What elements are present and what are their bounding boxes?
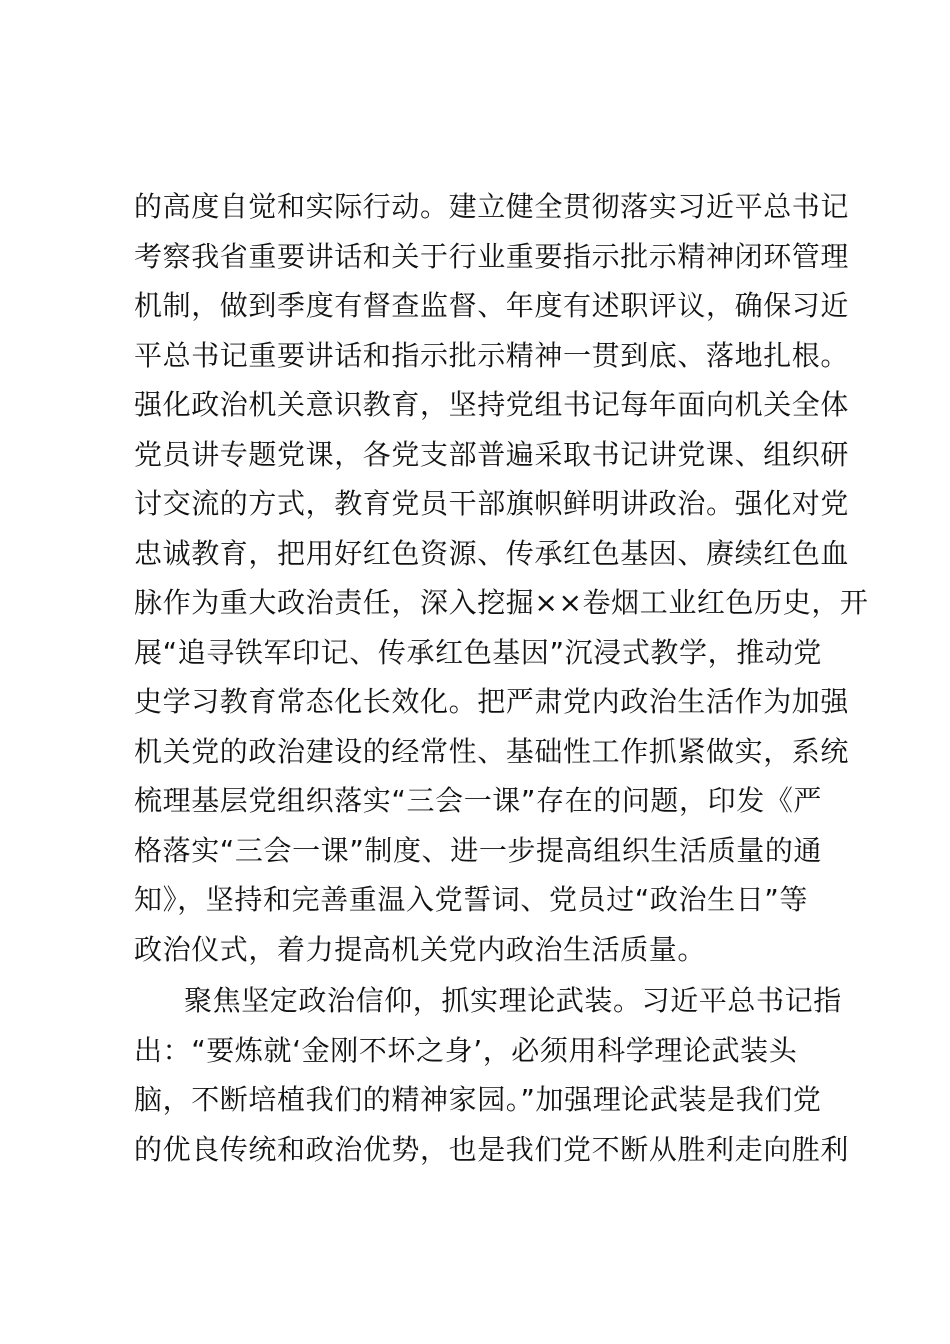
text-line: 格落实“三会一课”制度、进一步提高组织生活质量的通: [134, 833, 823, 867]
text-line: 出：“要炼就‘金刚不坏之身’，必须用科学理论武装头: [134, 1033, 798, 1067]
document-body: [134, 182, 869, 1174]
text-line: 机制，做到季度有督查监督、年度有述职评议，确保习近: [134, 289, 850, 322]
text-line: 忠诚教育，把用好红色资源、传承红色基因、赓续红色血: [134, 536, 850, 570]
text-line: 的高度自觉和实际行动。建立健全贯彻落实习近平总书记: [134, 190, 850, 223]
text-line: 知》，坚持和完善重温入党誓词、党员过“政治生日”等: [134, 883, 809, 916]
paragraph-1: [134, 182, 869, 974]
text-line: 机关党的政治建设的经常性、基础性工作抓紧做实，系统: [134, 734, 850, 768]
text-line: 展“追寻铁军印记、传承红色基因”沉浸式教学，推动党: [134, 635, 823, 669]
text-line: 史学习教育常态化长效化。把严肃党内政治生活作为加强: [134, 685, 850, 718]
text-line: 强化政治机关意识教育，坚持党组书记每年面向机关全体: [134, 388, 850, 421]
text-line: 党员讲专题党课，各党支部普遍采取书记讲党课、组织研: [134, 437, 850, 471]
text-line: 脑，不断培植我们的精神家园。”加强理论武装是我们党: [134, 1083, 822, 1116]
text-line: 政治仪式，着力提高机关党内政治生活质量。: [134, 932, 707, 966]
paragraph-2: [134, 976, 850, 1174]
text-line: 聚焦坚定政治信仰，抓实理论武装。习近平总书记指: [184, 984, 842, 1017]
text-line: 梳理基层党组织落实“三会一课”存在的问题，印发《严: [134, 784, 823, 817]
text-line: 脉作为重大政治责任，深入挖掘××卷烟工业红色历史，开: [134, 586, 869, 619]
text-line: 平总书记重要讲话和指示批示精神一贯到底、落地扎根。: [134, 338, 850, 372]
text-line: 讨交流的方式，教育党员干部旗帜鲜明讲政治。强化对党: [134, 487, 850, 520]
text-line: 考察我省重要讲话和关于行业重要指示批示精神闭环管理: [134, 239, 850, 273]
text-line: 的优良传统和政治优势，也是我们党不断从胜利走向胜利: [134, 1132, 850, 1166]
